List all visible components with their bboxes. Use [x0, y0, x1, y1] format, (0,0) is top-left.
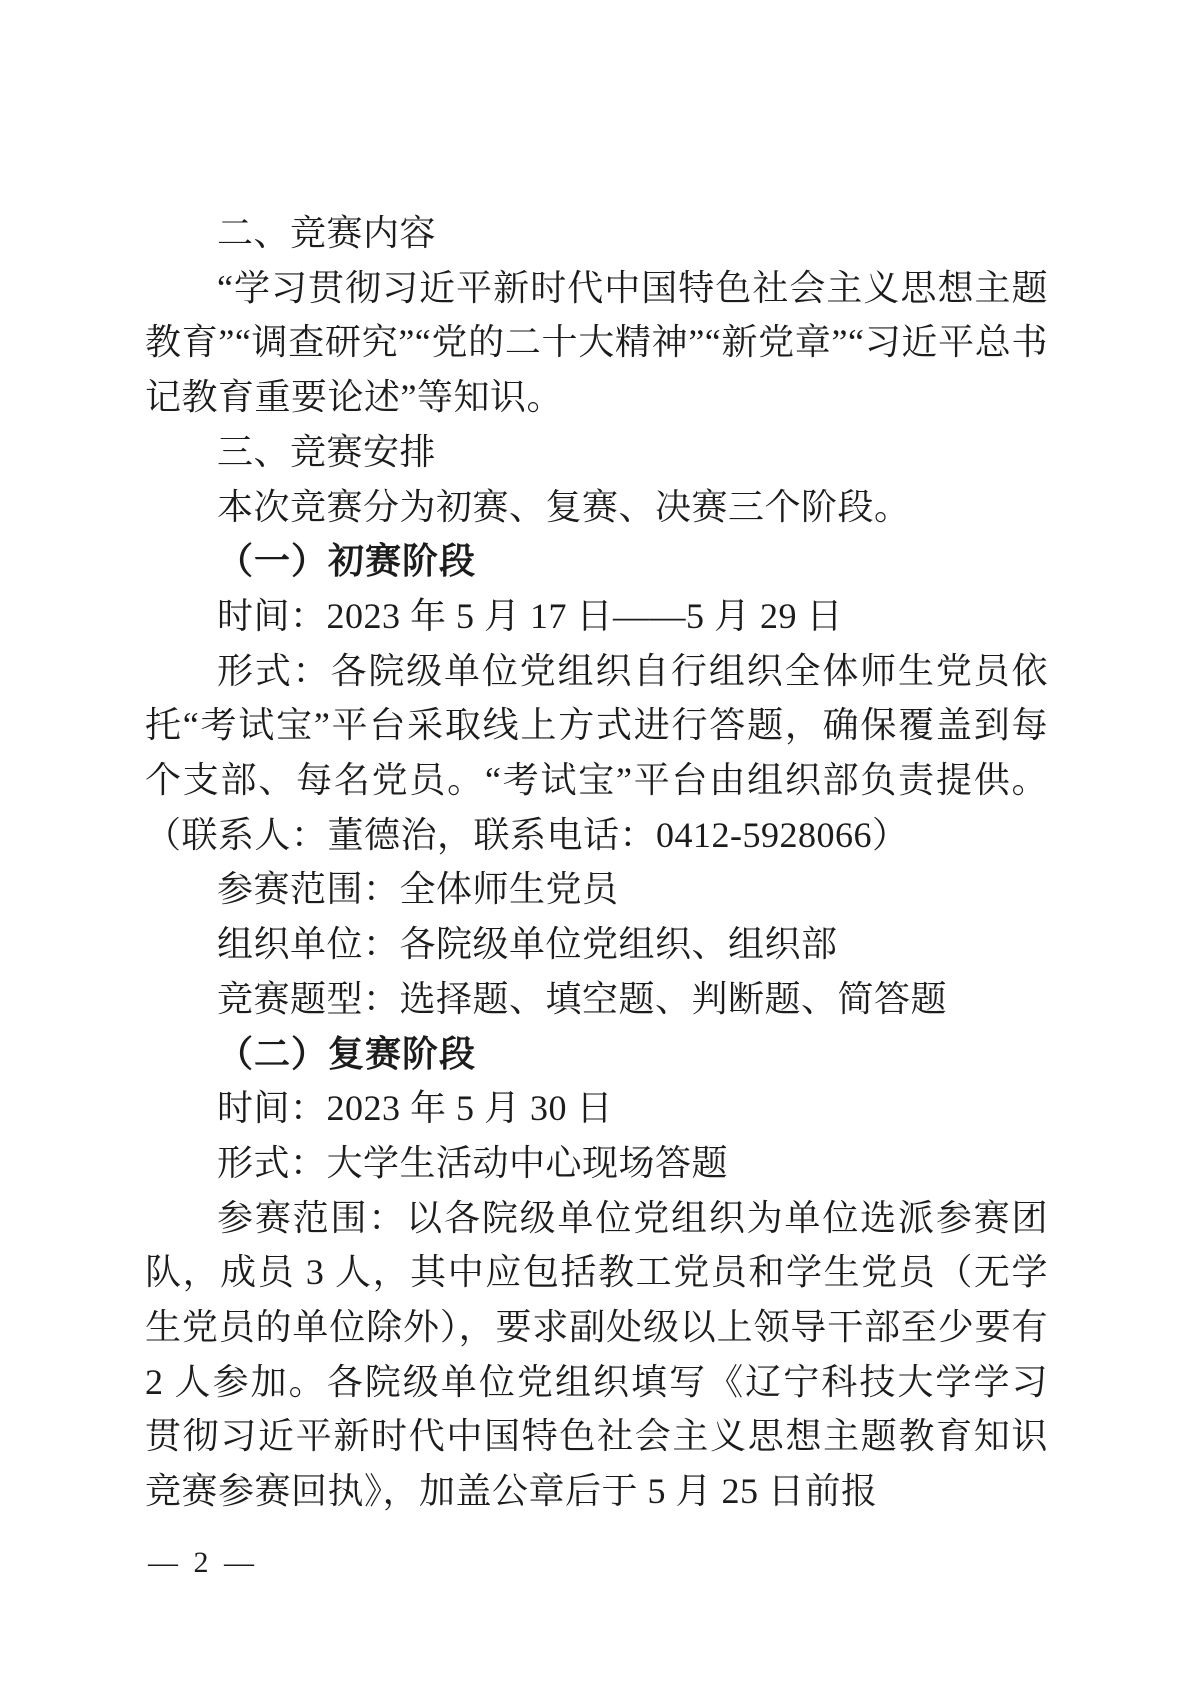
paragraph: 组织单位：各院级单位党组织、组织部	[217, 924, 838, 965]
section-subheading: （一）初赛阶段	[217, 540, 477, 582]
paragraph: 形式：各院级单位党组织自行组织全体师生党员依托“考试宝”平台采取线上方式进行答题，确保覆盖到每个支部、每名党员。“考试宝”平台由组织部负责提供。（联系人：董德治，联系电话：0412-5928066）	[145, 650, 1048, 855]
document-body	[145, 206, 1048, 1519]
paragraph: 参赛范围：以各院级单位党组织为单位选派参赛团队，成员 3 人，其中应包括教工党员和学生党员（无学生党员的单位除外），要求副处级以上领导干部至少要有 2 人参加。各院级单位党组织填写《辽宁科技大学学习贯彻习近平新时代中国特色社会主义思想主题教育知识竞赛参赛回执》，加盖公章后于 5 月 25 日前报	[145, 1197, 1048, 1512]
paragraph: 形式：大学生活动中心现场答题	[217, 1142, 729, 1183]
paragraph: “学习贯彻习近平新时代中国特色社会主义思想主题教育”“调查研究”“党的二十大精神”“新党章”“习近平总书记教育重要论述”等知识。	[145, 267, 1048, 418]
paragraph: 时间：2023 年 5 月 30 日	[217, 1088, 614, 1129]
section-heading: 二、竞赛内容	[217, 213, 437, 253]
page-number: — 2 —	[148, 1546, 258, 1579]
section-subheading: （二）复赛阶段	[217, 1032, 477, 1074]
paragraph: 本次竞赛分为初赛、复赛、决赛三个阶段。	[217, 486, 911, 527]
section-heading: 三、竞赛安排	[217, 431, 437, 472]
paragraph: 参赛范围：全体师生党员	[217, 869, 619, 910]
paragraph: 竞赛题型：选择题、填空题、判断题、简答题	[217, 978, 948, 1019]
paragraph: 时间：2023 年 5 月 17 日——5 月 29 日	[217, 595, 844, 636]
